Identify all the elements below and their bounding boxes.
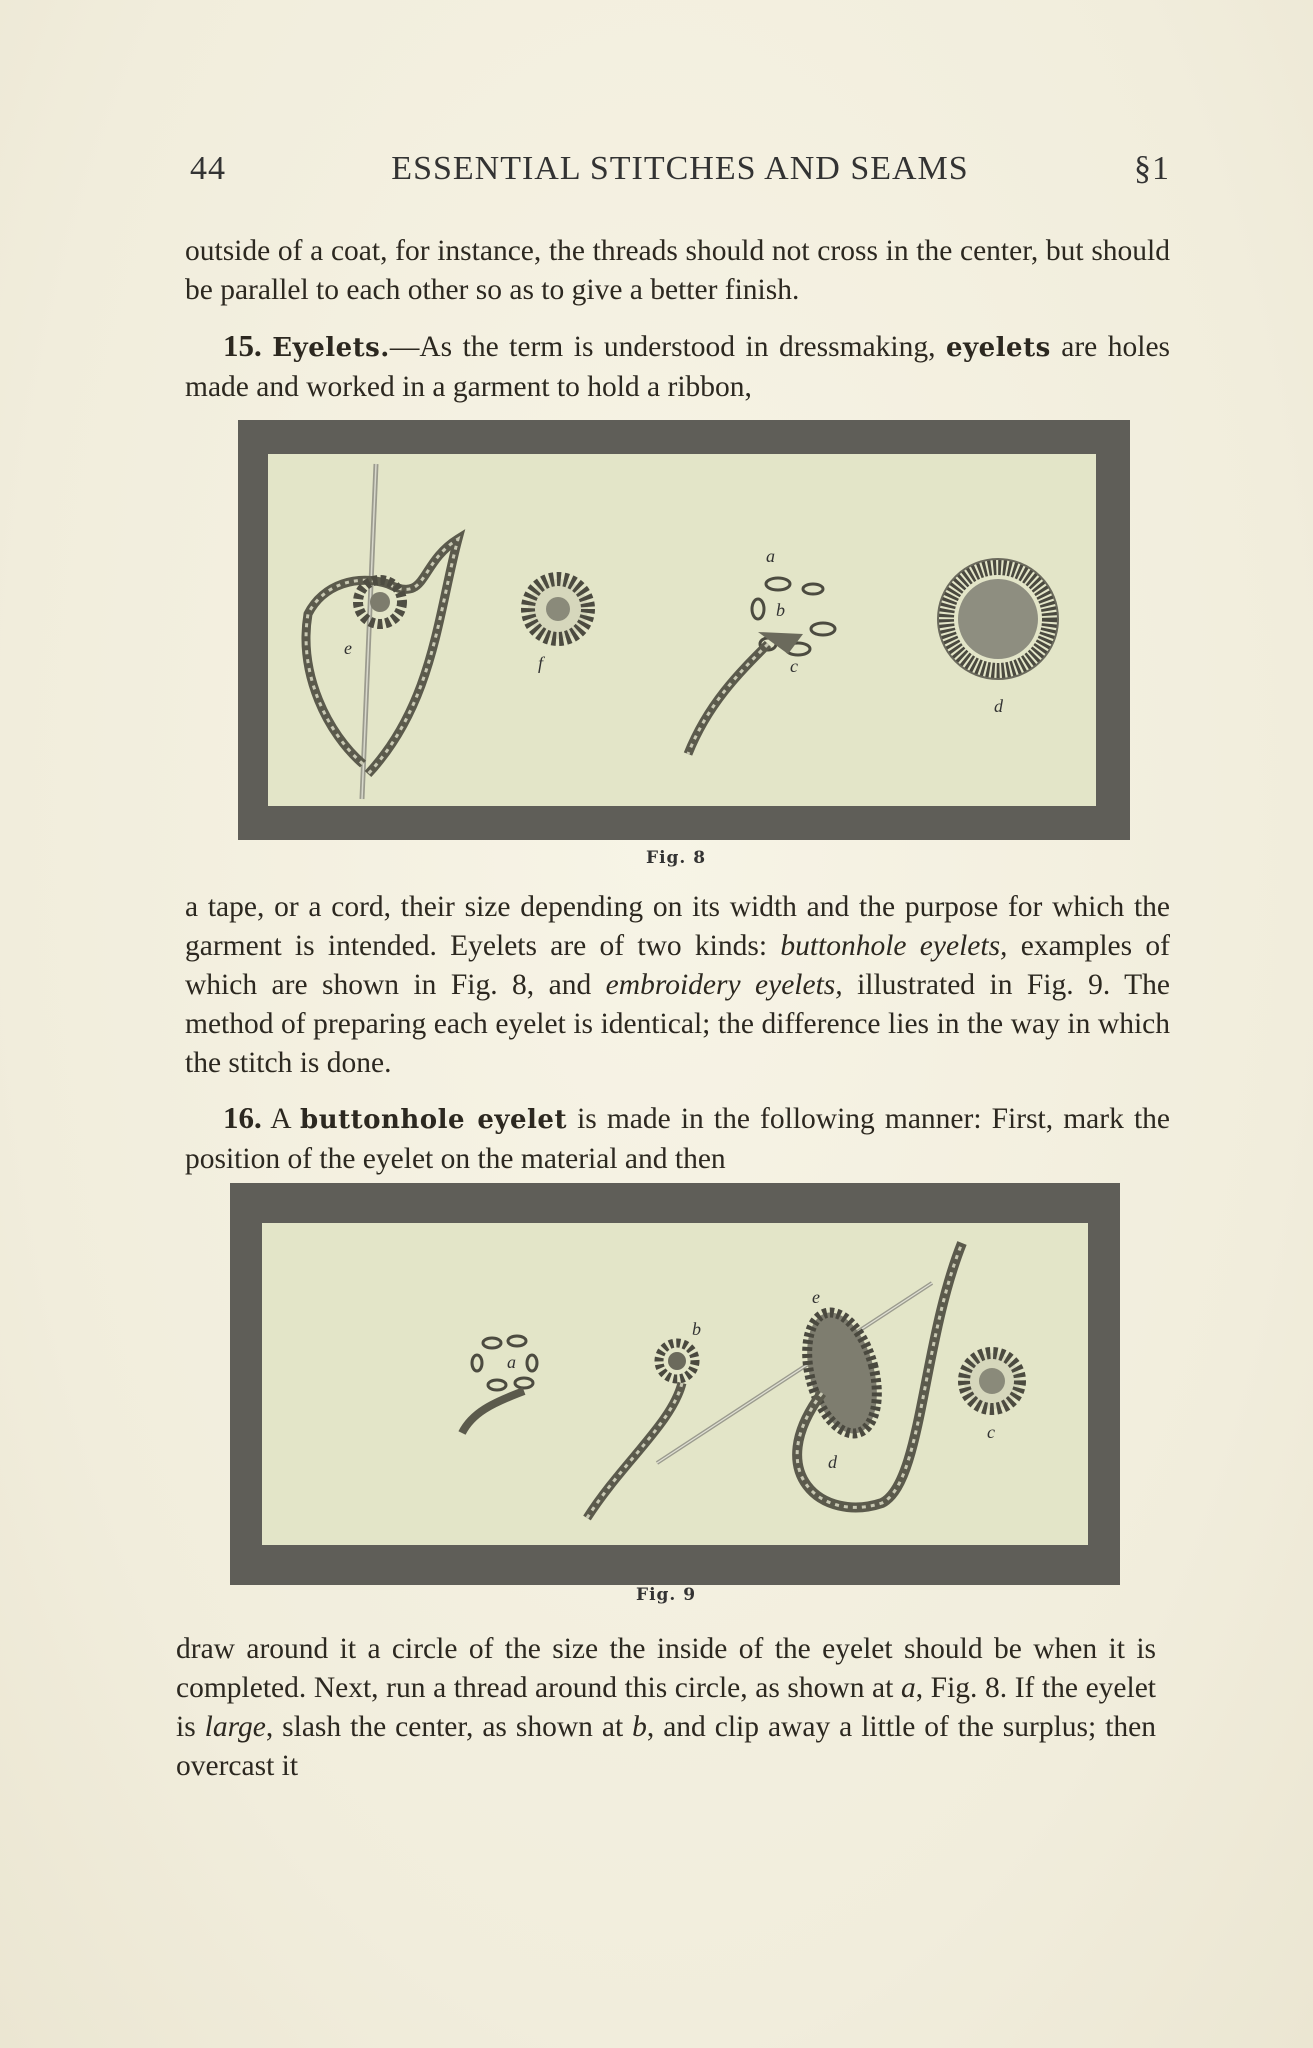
term-buttonhole-eyelets: buttonhole eyelets, [780, 930, 1008, 962]
running-title: ESSENTIAL STITCHES AND SEAMS [391, 150, 969, 187]
paragraph-text: illustrated in Fig. 9. The method of preparing each eyelet is identical; the difference lies in the way in which the stitch is done. [185, 969, 1170, 1079]
label-a: a [766, 546, 775, 566]
paragraph-text: draw around it a circle of the size the inside of the eyelet should be when it is completed. Next, run a thread around this circle, as shown at [176, 1633, 1156, 1704]
label-d: d [994, 696, 1003, 716]
figure-8 [238, 420, 1130, 840]
cord-icon [688, 644, 768, 754]
label-b: b [776, 600, 785, 620]
figure-8-fabric [268, 454, 1096, 806]
paragraph-heading: Eyelets. [272, 333, 390, 363]
term-embroidery-eyelets: embroidery eyelets, [605, 969, 843, 1001]
paragraph-16-continued [176, 1630, 1156, 1786]
paragraph-15-continued [185, 888, 1170, 1083]
paragraph-number: 15. [223, 328, 262, 363]
paragraph-text: , and clip away a little of the surplus; then overcast it [176, 1711, 1156, 1782]
paragraph-text: , slash the center, as shown at [265, 1711, 633, 1743]
label-c: c [790, 656, 798, 676]
paragraph-text: are holes made and worked in a garment to hold a ribbon, [185, 331, 1171, 403]
label-f: f [538, 653, 544, 673]
section-marker: §1 [1134, 150, 1170, 187]
paragraph-text: examples of which are shown in Fig. 8, and [185, 930, 1170, 1001]
figure-9 [230, 1183, 1120, 1585]
ref-b: b [632, 1711, 647, 1743]
ref-a: a [900, 1672, 916, 1704]
figure-9-caption: Fig. 9 [636, 1585, 697, 1605]
term-buttonhole-eyelet: buttonhole eyelet [300, 1105, 567, 1135]
paragraph-text: , Fig. 8. If the eyelet is [176, 1672, 1156, 1743]
paragraph-text: is made in the following manner: First, mark the position of the eyelet on the material and then [185, 1103, 1170, 1175]
paragraph-text: —As the term is understood in dressmaking, [389, 331, 946, 363]
paragraph-text: a tape, or a cord, their size depending on its width and the purpose for which the garment is intended. Eyelets are of two kinds: [185, 891, 1170, 962]
eyelet-running-stitch-icon [472, 1336, 537, 1390]
label-a: a [507, 1352, 516, 1372]
label-b: b [692, 1319, 701, 1339]
emphasis-large: large [204, 1711, 266, 1743]
label-d: d [828, 1452, 837, 1472]
paragraph-text: A [270, 1103, 301, 1135]
figure-9-illustration [262, 1223, 1088, 1545]
term-eyelets: eyelets [945, 333, 1051, 363]
label-e: e [344, 638, 352, 658]
paragraph-number: 16. [223, 1100, 262, 1135]
page-header [190, 150, 1170, 200]
label-e: e [812, 1287, 820, 1307]
paragraph-16 [185, 1098, 1170, 1179]
figure-9-fabric [262, 1223, 1088, 1545]
page-number: 44 [190, 150, 226, 187]
label-c: c [987, 1422, 995, 1442]
figure-8-illustration [268, 454, 1096, 806]
paragraph-text: outside of a coat, for instance, the threads should not cross in the center, but should be parallel to each other so as to give a better finish. [185, 235, 1170, 306]
paragraph-intro [185, 232, 1170, 310]
figure-8-caption: Fig. 8 [646, 848, 707, 868]
cord-icon [306, 539, 458, 774]
cord-icon [587, 1383, 682, 1518]
cord-icon [462, 1391, 524, 1433]
paragraph-15 [185, 326, 1170, 407]
